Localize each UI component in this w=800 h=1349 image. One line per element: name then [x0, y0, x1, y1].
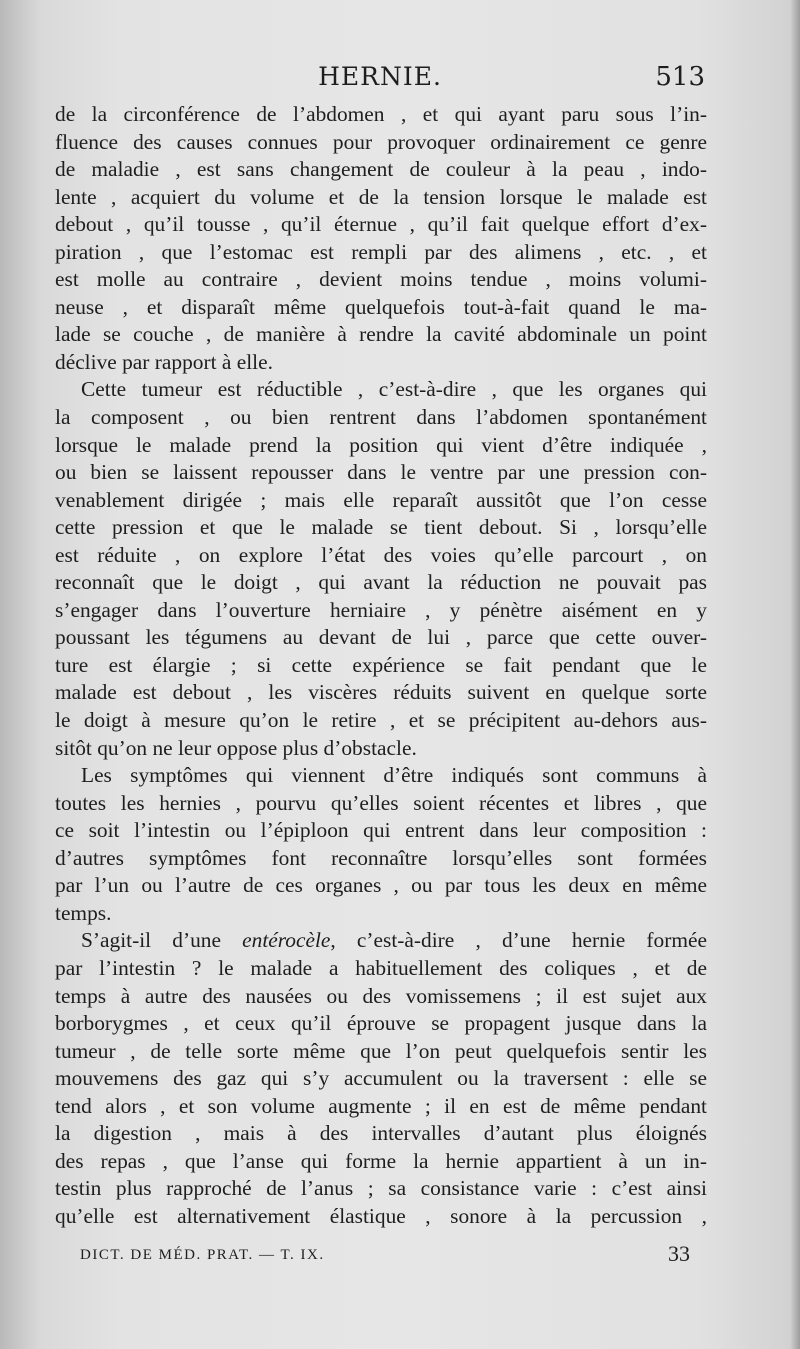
text-line: testin plus rapproché de l’anus ; sa consistance varie : c’est ainsi	[55, 1176, 707, 1201]
text-line: tend alors , et son volume augmente ; il en est de même pendant	[55, 1093, 707, 1118]
signature-mark: 33	[668, 1241, 690, 1266]
emphasized-term: entérocèle	[242, 928, 331, 953]
text-line: ture est élargie ; si cette expérience se fait pendant que le	[55, 652, 707, 677]
text-line: borborygmes , et ceux qu’il éprouve se propagent jusque dans la	[55, 1011, 707, 1036]
text-line: lente , acquiert du volume et de la tension lorsque le malade est	[55, 184, 707, 209]
text-line: qu’elle est alternativement élastique , sonore à la percussion ,	[55, 1203, 707, 1228]
text-line: ce soit l’intestin ou l’épiploon qui entrent dans leur composition :	[55, 818, 707, 843]
text-line: cette pression et que le malade se tient debout. Si , lorsqu’elle	[55, 515, 707, 540]
text-line: toutes les hernies , pourvu qu’elles soient récentes et libres , que	[55, 790, 707, 815]
text-line: de maladie , est sans changement de couleur à la peau , indo-	[55, 157, 707, 182]
text-line: tumeur , de telle sorte même que l’on peut quelquefois sentir les	[55, 1038, 707, 1063]
text-line: temps.	[55, 900, 112, 925]
text-line: neuse , et disparaît même quelquefois tout-à-fait quand le ma-	[55, 294, 707, 319]
running-title: HERNIE.	[318, 62, 442, 91]
text-line: venablement dirigée ; mais elle reparaît aussitôt que l’on cesse	[55, 487, 707, 512]
text-line: debout , qu’il tousse , qu’il éternue , qu’il fait quelque effort d’ex-	[55, 212, 707, 237]
page-header	[55, 62, 705, 96]
text-line: ou bien se laissent repousser dans le ventre par une pression con-	[55, 460, 707, 485]
text-line: lade se couche , de manière à rendre la cavité abdominale un point	[55, 322, 707, 347]
text-line: le doigt à mesure qu’on le retire , et se précipitent au-dehors aus-	[55, 708, 707, 733]
text-line: la composent , ou bien rentrent dans l’abdomen spontanément	[55, 405, 707, 430]
text-line: par l’intestin ? le malade a habituellement des coliques , et de	[55, 955, 707, 980]
text-run: S’agit-il d’une	[81, 928, 221, 953]
text-line: des repas , que l’anse qui forme la hernie appartient à un in-	[55, 1148, 707, 1173]
printer-signature: DICT. DE MÉD. PRAT. — T. IX.	[80, 1247, 325, 1263]
text-line: déclive par rapport à elle.	[55, 349, 273, 374]
text-line	[55, 927, 707, 955]
text-line: d’autres symptômes font reconnaître lorsqu’elles sont formées	[55, 845, 707, 870]
text-line: poussant les tégumens au devant de lui , parce que cette ouver-	[55, 625, 707, 650]
text-line: la digestion , mais à des intervalles d’autant plus éloignés	[55, 1121, 707, 1146]
text-line: Les symptômes qui viennent d’être indiqués sont communs à	[81, 763, 707, 788]
text-line: piration , que l’estomac est rempli par des alimens , etc. , et	[55, 239, 707, 264]
text-line: temps à autre des nausées ou des vomissemens ; il est sujet aux	[55, 983, 707, 1008]
text-line: s’engager dans l’ouverture herniaire , y pénètre aisément en y	[55, 597, 707, 622]
page-footer	[70, 1241, 690, 1271]
text-line: mouvemens des gaz qui s’y accumulent ou la traversent : elle se	[55, 1066, 707, 1091]
text-line: est réduite , on explore l’état des voies qu’elle parcourt , on	[55, 542, 707, 567]
text-line: de la circonférence de l’abdomen , et qui ayant paru sous l’in-	[55, 102, 707, 126]
text-line: reconnaît que le doigt , qui avant la réduction ne pouvait pas	[55, 570, 707, 595]
text-line: malade est debout , les viscères réduits suivent en quelque sorte	[55, 680, 707, 705]
text-line: lorsque le malade prend la position qui vient d’être indiquée ,	[55, 432, 707, 457]
body-text	[55, 101, 707, 1230]
page-number: 513	[655, 62, 705, 92]
text-line: est molle au contraire , devient moins tendue , moins volumi-	[55, 267, 707, 292]
text-line: par l’un ou l’autre de ces organes , ou par tous les deux en même	[55, 873, 707, 898]
text-run: , c’est-à-dire , d’une hernie formée	[330, 928, 707, 953]
text-line: fluence des causes connues pour provoquer ordinairement ce genre	[55, 129, 707, 154]
text-line: sitôt qu’on ne leur oppose plus d’obstacle.	[55, 735, 417, 760]
text-line: Cette tumeur est réductible , c’est-à-dire , que les organes qui	[81, 377, 707, 402]
